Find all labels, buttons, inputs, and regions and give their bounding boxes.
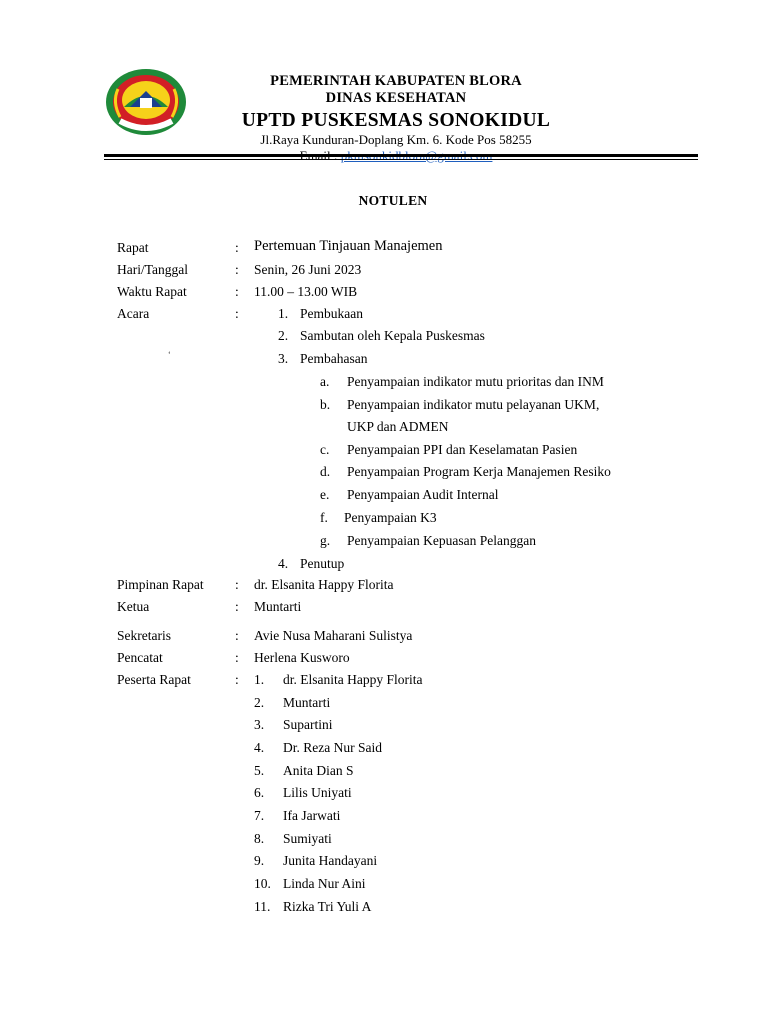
agenda-item: Pembahasan bbox=[300, 351, 368, 366]
ketua-label: Ketua bbox=[117, 599, 150, 614]
participant-name: dr. Elsanita Happy Florita bbox=[283, 672, 423, 687]
sekretaris-label: Sekretaris bbox=[117, 628, 171, 643]
pencatat-label: Pencatat bbox=[117, 650, 163, 665]
sub-agenda-item: Penyampaian PPI dan Keselamatan Pasien bbox=[347, 442, 578, 457]
participant-name: Junita Handayani bbox=[283, 853, 378, 868]
pencatat-separator: : bbox=[235, 650, 239, 665]
hari-label: Hari/Tanggal bbox=[117, 262, 189, 277]
waktu-label: Waktu Rapat bbox=[117, 284, 187, 299]
sub-agenda-letter: e. bbox=[320, 487, 330, 502]
rapat-label: Rapat bbox=[117, 240, 149, 255]
waktu-separator: : bbox=[235, 284, 239, 299]
sub-agenda-letter: a. bbox=[320, 374, 330, 389]
acara-label: Acara bbox=[117, 306, 150, 321]
participant-number: 10. bbox=[254, 876, 271, 891]
letterhead bbox=[196, 73, 596, 163]
participant-number: 7. bbox=[254, 808, 265, 823]
participant-number: 8. bbox=[254, 831, 265, 846]
participant-name: Dr. Reza Nur Said bbox=[283, 740, 382, 755]
participant-number: 9. bbox=[254, 853, 265, 868]
agenda-item: Pembukaan bbox=[300, 306, 363, 321]
hari-separator: : bbox=[235, 262, 239, 277]
blora-regency-emblem-icon bbox=[104, 67, 188, 137]
participant-name: Ifa Jarwati bbox=[283, 808, 341, 823]
ketua-value: Muntarti bbox=[254, 599, 302, 614]
participant-name: Supartini bbox=[283, 717, 333, 732]
participant-number: 3. bbox=[254, 717, 265, 732]
pencatat-value: Herlena Kusworo bbox=[254, 650, 350, 665]
pimpinan-label: Pimpinan Rapat bbox=[117, 577, 204, 592]
rapat-value: Pertemuan Tinjauan Manajemen bbox=[254, 238, 443, 254]
agenda-number: 2. bbox=[278, 328, 289, 343]
sub-agenda-item: Penyampaian indikator mutu prioritas dan INM bbox=[347, 374, 604, 389]
participant-name: Muntarti bbox=[283, 695, 331, 710]
pimpinan-value: dr. Elsanita Happy Florita bbox=[254, 577, 394, 592]
letterhead-rule-thin bbox=[104, 159, 698, 160]
participant-number: 2. bbox=[254, 695, 265, 710]
rapat-separator: : bbox=[235, 240, 239, 255]
participant-number: 5. bbox=[254, 763, 265, 778]
sub-agenda-letter: d. bbox=[320, 464, 331, 479]
government-name: PEMERINTAH KABUPATEN BLORA bbox=[270, 73, 522, 89]
sub-agenda-letter: f. bbox=[320, 510, 328, 525]
sub-agenda-letter: g. bbox=[320, 533, 331, 548]
waktu-value: 11.00 – 13.00 WIB bbox=[254, 284, 358, 299]
participant-number: 1. bbox=[254, 672, 265, 687]
peserta-label: Peserta Rapat bbox=[117, 672, 191, 687]
hari-value: Senin, 26 Juni 2023 bbox=[254, 262, 362, 277]
document-title: NOTULEN bbox=[358, 193, 428, 208]
participant-name: Lilis Uniyati bbox=[283, 785, 352, 800]
pimpinan-separator: : bbox=[235, 577, 239, 592]
address: Jl.Raya Kunduran-Doplang Km. 6. Kode Pos 58255 bbox=[260, 132, 532, 148]
sub-agenda-letter: c. bbox=[320, 442, 330, 457]
sub-agenda-item: Penyampaian K3 bbox=[344, 510, 437, 525]
participant-name: Sumiyati bbox=[283, 831, 332, 846]
sekretaris-value: Avie Nusa Maharani Sulistya bbox=[254, 628, 413, 643]
letterhead-rule-thick bbox=[104, 154, 698, 157]
agenda-item: Penutup bbox=[300, 556, 345, 571]
participant-name: Anita Dian S bbox=[283, 763, 354, 778]
participant-number: 6. bbox=[254, 785, 265, 800]
peserta-separator: : bbox=[235, 672, 239, 687]
sub-agenda-item: Penyampaian indikator mutu pelayanan UKM, bbox=[347, 397, 600, 412]
agenda-item: Sambutan oleh Kepala Puskesmas bbox=[300, 328, 485, 343]
participant-name: Rizka Tri Yuli A bbox=[283, 899, 372, 914]
participant-number: 4. bbox=[254, 740, 265, 755]
ketua-separator: : bbox=[235, 599, 239, 614]
agenda-number: 1. bbox=[278, 306, 289, 321]
acara-separator: : bbox=[235, 306, 239, 321]
institution-name: UPTD PUSKESMAS SONOKIDUL bbox=[241, 109, 551, 131]
department-name: DINAS KESEHATAN bbox=[325, 90, 467, 107]
participant-number: 11. bbox=[254, 899, 271, 914]
agenda-number: 4. bbox=[278, 556, 289, 571]
stray-mark: ‘ bbox=[168, 350, 171, 359]
participant-name: Linda Nur Aini bbox=[283, 876, 366, 891]
sub-agenda-item: Penyampaian Kepuasan Pelanggan bbox=[347, 533, 536, 548]
agenda-number: 3. bbox=[278, 351, 289, 366]
sekretaris-separator: : bbox=[235, 628, 239, 643]
sub-agenda-item-continuation: UKP dan ADMEN bbox=[347, 419, 449, 434]
sub-agenda-item: Penyampaian Audit Internal bbox=[347, 487, 499, 502]
sub-agenda-letter: b. bbox=[320, 397, 331, 412]
sub-agenda-item: Penyampaian Program Kerja Manajemen Resiko bbox=[347, 464, 611, 479]
